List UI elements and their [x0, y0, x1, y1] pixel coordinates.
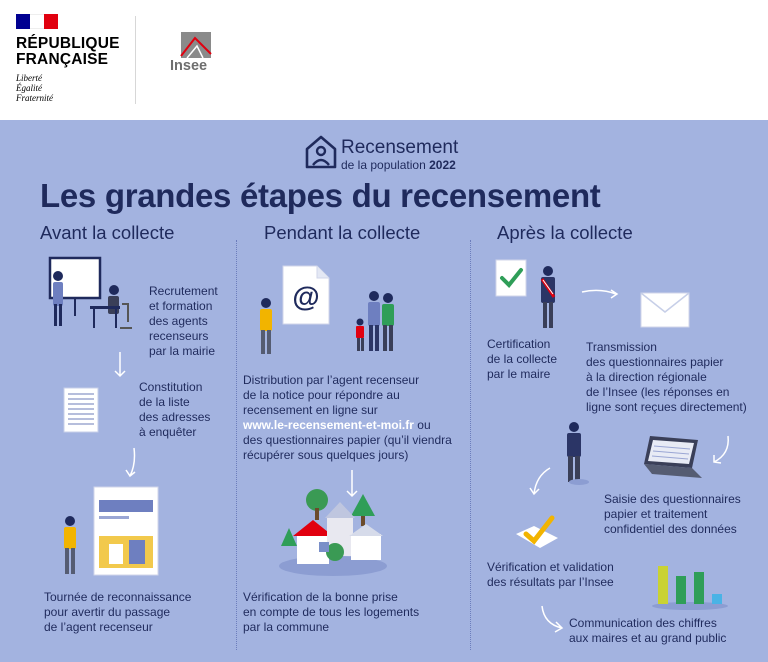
arrow-right-icon — [580, 284, 622, 304]
column-heading-pendant: Pendant la collecte — [264, 222, 421, 243]
email-at-document-icon — [281, 264, 331, 326]
page-title: Les grandes étapes du recensement — [40, 177, 601, 214]
step-validation: Vérification et validation des résultats par l’Insee — [487, 560, 614, 589]
notice-flyer-illustration — [93, 486, 159, 576]
step-tournee: Tournée de reconnaissance pour avertir du passage de l’agent recenseur — [44, 590, 192, 634]
arrow-curve-icon — [538, 604, 568, 634]
address-list-icon — [58, 384, 104, 436]
mayor-icon — [536, 264, 560, 332]
column-divider — [470, 240, 471, 650]
step-distribution: Distribution par l’agent recenseur de la notice pour répondre au recensement en ligne sur www.le-recensement-et-moi.fr ou des questionnaires papier (qu’il viendra récupérer sous quelques jours) — [243, 373, 452, 462]
census-website-link[interactable]: www.le-recensement-et-moi.fr — [243, 418, 414, 432]
bar-chart-icon — [650, 560, 730, 610]
header — [0, 0, 768, 122]
family-icon — [352, 288, 402, 354]
village-houses-illustration — [275, 486, 390, 578]
certification-checkbox-icon — [494, 258, 528, 298]
insee-agent-icon — [559, 420, 589, 486]
brand-subtitle: de la population 2022 — [341, 158, 456, 172]
step-transmission: Transmission des questionnaires papier à la direction régionale de l’Insee (les réponses en ligne sont reçues directement) — [586, 340, 747, 414]
census-agent-icon — [254, 296, 278, 358]
column-heading-avant: Avant la collecte — [40, 222, 175, 243]
french-flag-icon — [16, 14, 58, 29]
column-divider — [236, 240, 237, 650]
validation-check-icon — [512, 512, 562, 552]
step-certification: Certification de la collecte par le maire — [487, 337, 558, 381]
census-agent-icon — [58, 514, 82, 578]
svg-text:@: @ — [292, 281, 320, 312]
arrow-down-icon — [110, 350, 130, 380]
step-communication: Communication des chiffres aux maires et au grand public — [569, 616, 727, 645]
insee-logo-text: Insee — [170, 58, 208, 74]
house-person-icon — [304, 134, 338, 170]
arrow-down-left-icon — [708, 434, 734, 468]
arrow-down-left-icon — [528, 466, 554, 500]
arrow-down-icon — [122, 446, 142, 480]
laptop-icon — [640, 434, 704, 482]
step-recrutement: Recrutement et formation des agents recenseurs par la mairie — [149, 284, 218, 358]
republic-motto: Liberté Égalité Fraternité — [16, 73, 53, 103]
brand-title: Recensement — [341, 137, 459, 158]
envelope-icon — [640, 292, 690, 328]
column-heading-apres: Après la collecte — [497, 222, 633, 243]
step-verification-prise: Vérification de la bonne prise en compte de tous les logements par la commune — [243, 590, 420, 634]
step-saisie: Saisie des questionnaires papier et traitement confidentiel des données — [604, 492, 741, 536]
republique-francaise-logo: RÉPUBLIQUE FRANÇAISE — [16, 35, 120, 68]
step-constitution: Constitution de la liste des adresses à enquêter — [139, 380, 211, 439]
header-divider — [135, 16, 136, 104]
training-scene-illustration — [44, 254, 134, 334]
